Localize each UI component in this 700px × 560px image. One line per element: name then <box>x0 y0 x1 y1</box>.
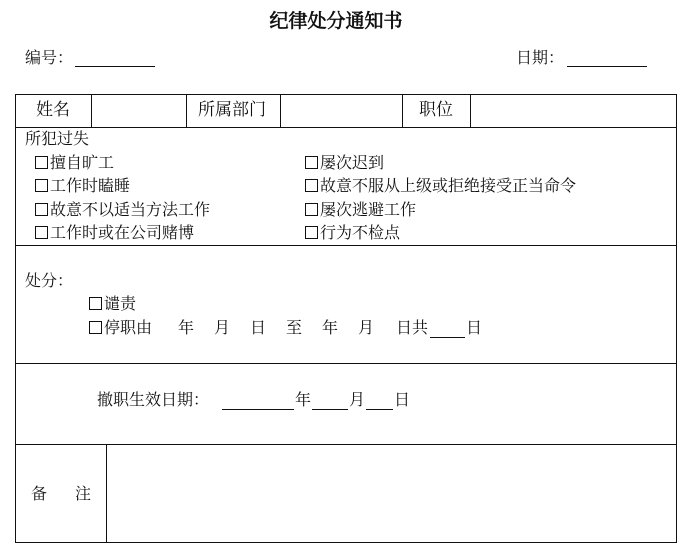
offenses-heading: 所犯过失 <box>25 129 90 148</box>
offense-checkbox[interactable] <box>305 176 576 196</box>
offense-checkbox[interactable] <box>35 200 210 220</box>
dismissal-year-field[interactable] <box>222 409 294 410</box>
offense-checkbox[interactable] <box>305 153 384 173</box>
dept-field[interactable] <box>282 96 401 126</box>
dismissal-year-label: 年 <box>295 390 312 409</box>
remarks-label: 注 <box>75 484 92 503</box>
offense-label: 工作时或在公司赌博 <box>50 223 195 242</box>
checkbox-icon[interactable] <box>305 203 318 216</box>
offense-label: 行为不检点 <box>320 223 401 242</box>
position-label: 职位 <box>419 100 453 120</box>
offense-label: 工作时瞌睡 <box>50 176 131 195</box>
date-field[interactable] <box>567 66 647 67</box>
checkbox-icon[interactable] <box>305 156 318 169</box>
checkbox-icon[interactable] <box>305 226 318 239</box>
offense-label: 擅自旷工 <box>50 153 115 172</box>
reprimand-checkbox[interactable] <box>89 294 136 314</box>
suspension-month-from: 月 <box>214 318 231 337</box>
checkbox-icon[interactable] <box>35 226 48 239</box>
suspension-days-suffix: 日 <box>466 318 483 337</box>
suspension-label: 停职由 <box>104 318 153 337</box>
dept-label: 所属部门 <box>198 100 266 120</box>
document-title: 纪律处分通知书 <box>269 10 403 32</box>
number-label: 编号： <box>25 48 74 67</box>
offense-checkbox[interactable] <box>35 153 114 173</box>
suspension-days-field[interactable] <box>430 337 465 338</box>
checkbox-icon[interactable] <box>89 321 102 334</box>
offense-checkbox[interactable] <box>35 176 130 196</box>
offense-label: 故意不以适当方法工作 <box>50 200 211 219</box>
dismissal-label: 撤职生效日期： <box>97 390 210 409</box>
checkbox-icon[interactable] <box>35 156 48 169</box>
suspension-to: 至 <box>286 318 303 337</box>
dismissal-day-label: 日 <box>394 390 411 409</box>
dismissal-month-field[interactable] <box>312 409 348 410</box>
offense-label: 屡次逃避工作 <box>320 200 417 219</box>
suspension-checkbox[interactable] <box>89 318 152 338</box>
dismissal-day-field[interactable] <box>366 409 393 410</box>
checkbox-icon[interactable] <box>305 179 318 192</box>
remarks-field[interactable] <box>108 446 675 541</box>
checkbox-icon[interactable] <box>35 179 48 192</box>
suspension-day-to: 日共 <box>396 318 429 337</box>
punishment-heading: 处分： <box>25 271 74 290</box>
position-field[interactable] <box>472 96 675 126</box>
suspension-year-to: 年 <box>322 318 339 337</box>
offense-checkbox[interactable] <box>305 200 416 220</box>
suspension-month-to: 月 <box>358 318 375 337</box>
offense-checkbox[interactable] <box>305 223 400 243</box>
offense-checkbox[interactable] <box>35 223 194 243</box>
number-field[interactable] <box>75 66 155 67</box>
suspension-day-from: 日 <box>250 318 267 337</box>
name-label: 姓名 <box>36 100 70 120</box>
remarks-label: 备 <box>31 484 48 503</box>
suspension-year-from: 年 <box>178 318 195 337</box>
checkbox-icon[interactable] <box>89 297 102 310</box>
date-label: 日期： <box>516 48 565 67</box>
offense-label: 故意不服从上级或拒绝接受正当命令 <box>320 176 577 195</box>
offense-label: 屡次迟到 <box>320 153 385 172</box>
checkbox-icon[interactable] <box>35 203 48 216</box>
name-field[interactable] <box>93 96 185 126</box>
reprimand-label: 谴责 <box>104 294 137 313</box>
dismissal-month-label: 月 <box>349 390 366 409</box>
